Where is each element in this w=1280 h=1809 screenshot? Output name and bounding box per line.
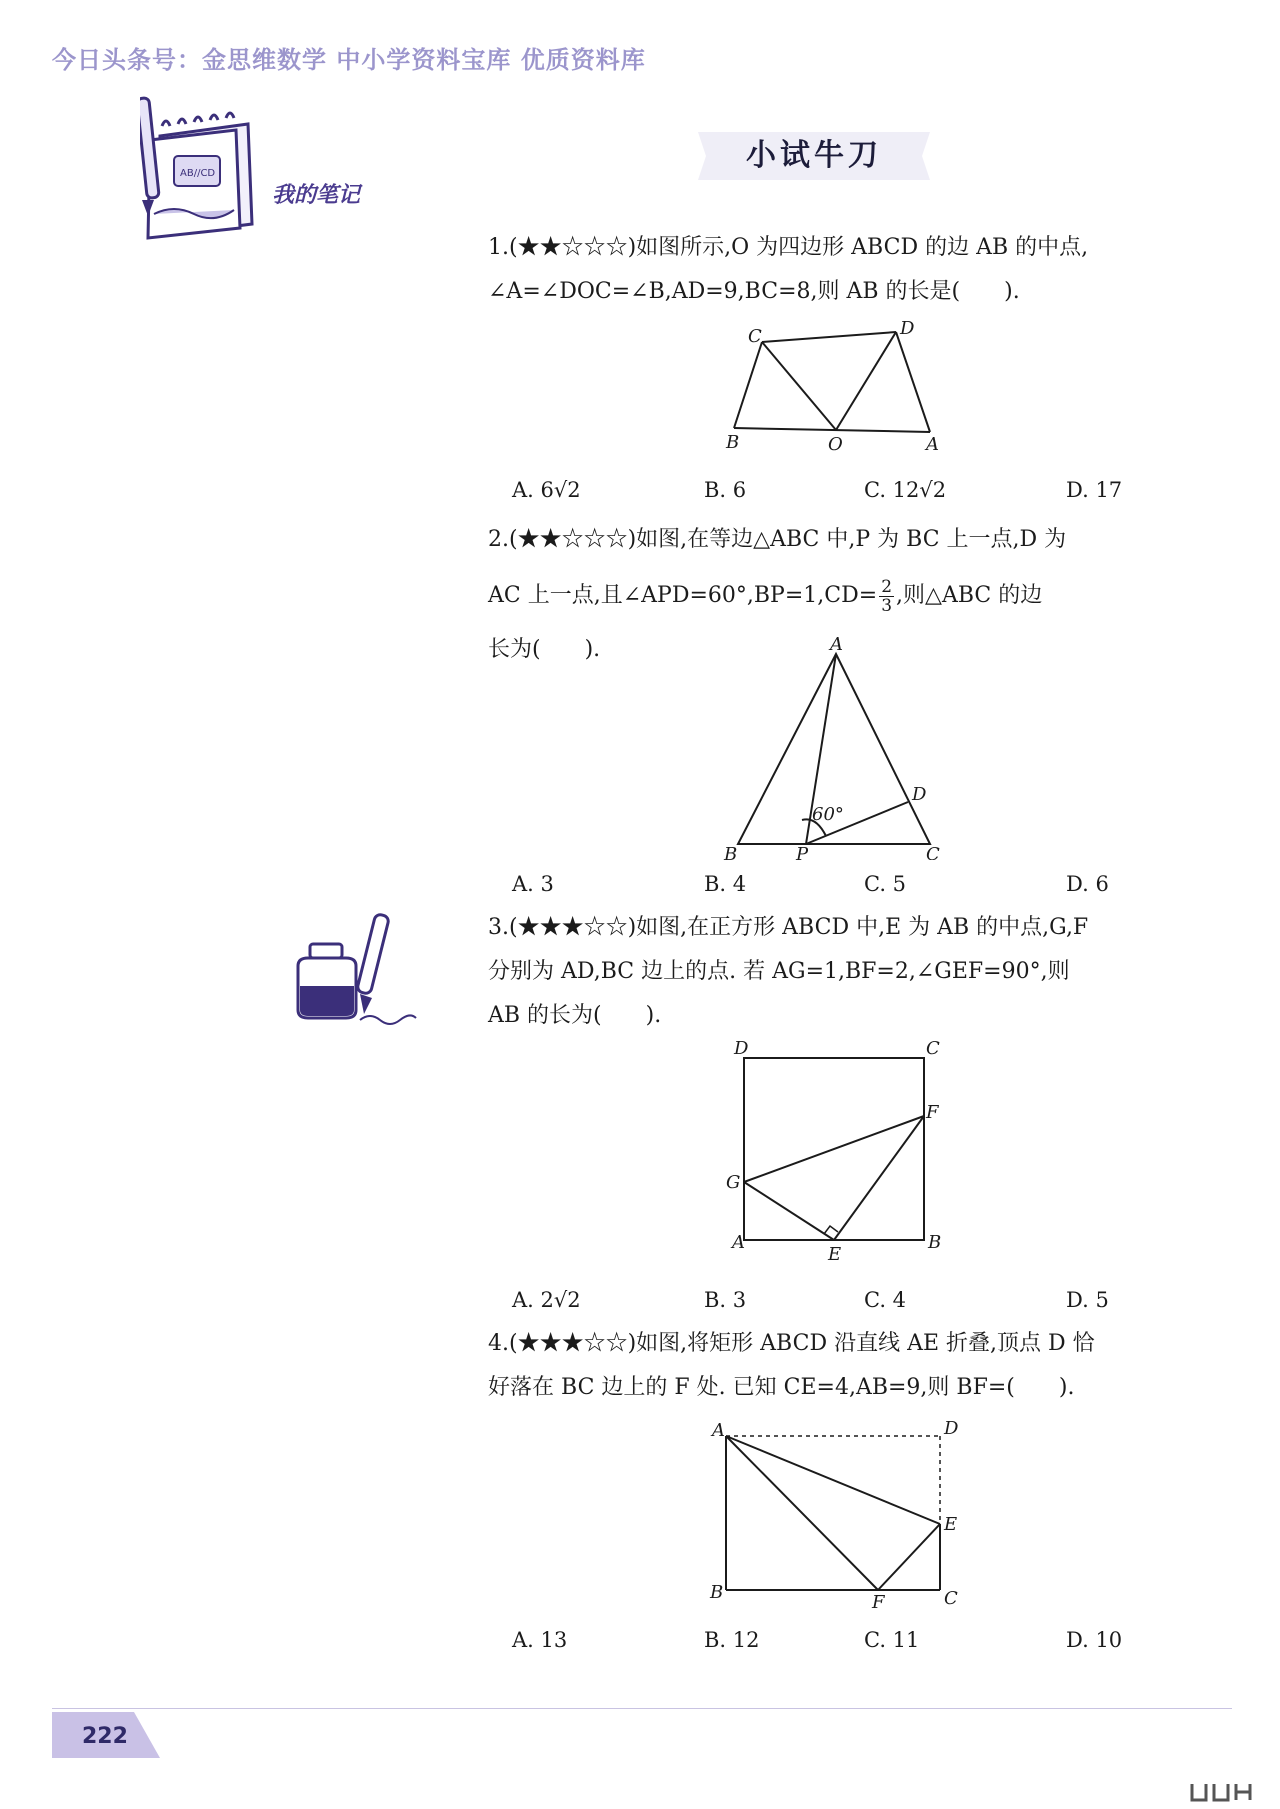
header-watermark: 今日头条号：金思维数学 中小学资料宝库 优质资料库 (52, 46, 646, 74)
problem-text-line: AB 的长为( ). (488, 1003, 662, 1028)
option-d[interactable]: D. 5 (1066, 1288, 1109, 1312)
option-d[interactable]: D. 17 (1066, 478, 1123, 502)
option-c[interactable]: C. 5 (864, 872, 907, 896)
option-c[interactable]: C. 11 (864, 1628, 920, 1652)
option-b[interactable]: B. 4 (704, 872, 747, 896)
option-c[interactable]: C. 4 (864, 1288, 907, 1312)
option-c[interactable]: C. 12√2 (864, 478, 947, 502)
section-title: 小试牛刀 (746, 138, 882, 173)
vertex-label: A (732, 1232, 745, 1253)
vertex-label: B (724, 844, 738, 860)
option-b[interactable]: B. 6 (704, 478, 747, 502)
problem-1 (488, 226, 1160, 314)
vertex-label: D (944, 1418, 959, 1439)
notebook-pen-illustration (140, 96, 270, 246)
problem-text-line: 3.(★★★☆☆)如图,在正方形 ABCD 中,E 为 AB 的中点,G,F (488, 915, 1089, 940)
fraction-two-thirds (879, 578, 894, 615)
vertex-label: G (726, 1172, 741, 1193)
problem-text-line: 2.(★★☆☆☆)如图,在等边△ABC 中,P 为 BC 上一点,D 为 (488, 527, 1067, 552)
vertex-label: C (944, 1588, 958, 1609)
vertex-label: B (928, 1232, 942, 1253)
vertex-label: D (734, 1038, 749, 1059)
problem-text-segment: ,则△ABC 的边 (896, 583, 1043, 608)
problem-text-line: 好落在 BC 边上的 F 处. 已知 CE=4,AB=9,则 BF=( ). (488, 1375, 1075, 1400)
fraction-denominator: 3 (881, 595, 893, 616)
option-d[interactable]: D. 6 (1066, 872, 1109, 896)
option-b[interactable]: B. 3 (704, 1288, 747, 1312)
footer-divider (52, 1708, 1232, 1709)
problem-4 (488, 1322, 1160, 1410)
problem-2-options (512, 872, 1142, 902)
problem-text-line: ∠A=∠DOC=∠B,AD=9,BC=8,则 AB 的长是( ). (488, 279, 1020, 304)
option-b[interactable]: B. 12 (704, 1628, 760, 1652)
problem-text-line: 长为( ). (488, 637, 601, 662)
vertex-label: F (926, 1102, 939, 1123)
ink-bottle-illustration (290, 910, 420, 1040)
vertex-label: A (926, 434, 939, 455)
vertex-label: C (926, 844, 940, 860)
vertex-label: E (944, 1514, 958, 1535)
option-d[interactable]: D. 10 (1066, 1628, 1123, 1652)
problem-4-options (512, 1628, 1142, 1658)
vertex-label: F (872, 1592, 885, 1612)
problem-1-options (512, 478, 1142, 508)
my-notes-label: 我的笔记 (272, 183, 361, 208)
option-a[interactable]: A. 3 (512, 872, 554, 896)
vertex-label: E (828, 1244, 842, 1265)
problem-text-line: 4.(★★★☆☆)如图,将矩形 ABCD 沿直线 AE 折叠,顶点 D 恰 (488, 1331, 1095, 1356)
vertex-label: B (726, 432, 740, 453)
corner-mark-icon (1188, 1780, 1258, 1804)
problem-text-line: 1.(★★☆☆☆)如图所示,O 为四边形 ABCD 的边 AB 的中点, (488, 235, 1089, 260)
option-a[interactable]: A. 2√2 (512, 1288, 581, 1312)
angle-label: 60° (812, 804, 844, 825)
vertex-label: A (712, 1420, 725, 1441)
problem-text-line: 分别为 AD,BC 边上的点. 若 AG=1,BF=2,∠GEF=90°,则 (488, 959, 1070, 984)
problem-text-segment: AC 上一点,且∠APD=60°,BP=1,CD= (488, 583, 878, 608)
vertex-label: O (828, 434, 843, 455)
vertex-label: C (748, 326, 762, 347)
vertex-label: P (796, 844, 809, 860)
option-a[interactable]: A. 13 (512, 1628, 568, 1652)
vertex-label: C (926, 1038, 940, 1059)
option-a[interactable]: A. 6√2 (512, 478, 581, 502)
problem-1-figure (720, 318, 950, 458)
notebook-text: AB//CD (180, 168, 216, 179)
vertex-label: B (710, 1582, 724, 1603)
page-number: 222 (82, 1724, 128, 1749)
section-banner (688, 128, 940, 184)
problem-3-options (512, 1288, 1142, 1318)
problem-text-line (488, 574, 1160, 618)
fraction-numerator: 2 (881, 576, 893, 597)
vertex-label: D (912, 784, 927, 805)
vertex-label: A (830, 634, 843, 655)
problem-3 (488, 906, 1160, 1038)
vertex-label: D (900, 318, 915, 339)
